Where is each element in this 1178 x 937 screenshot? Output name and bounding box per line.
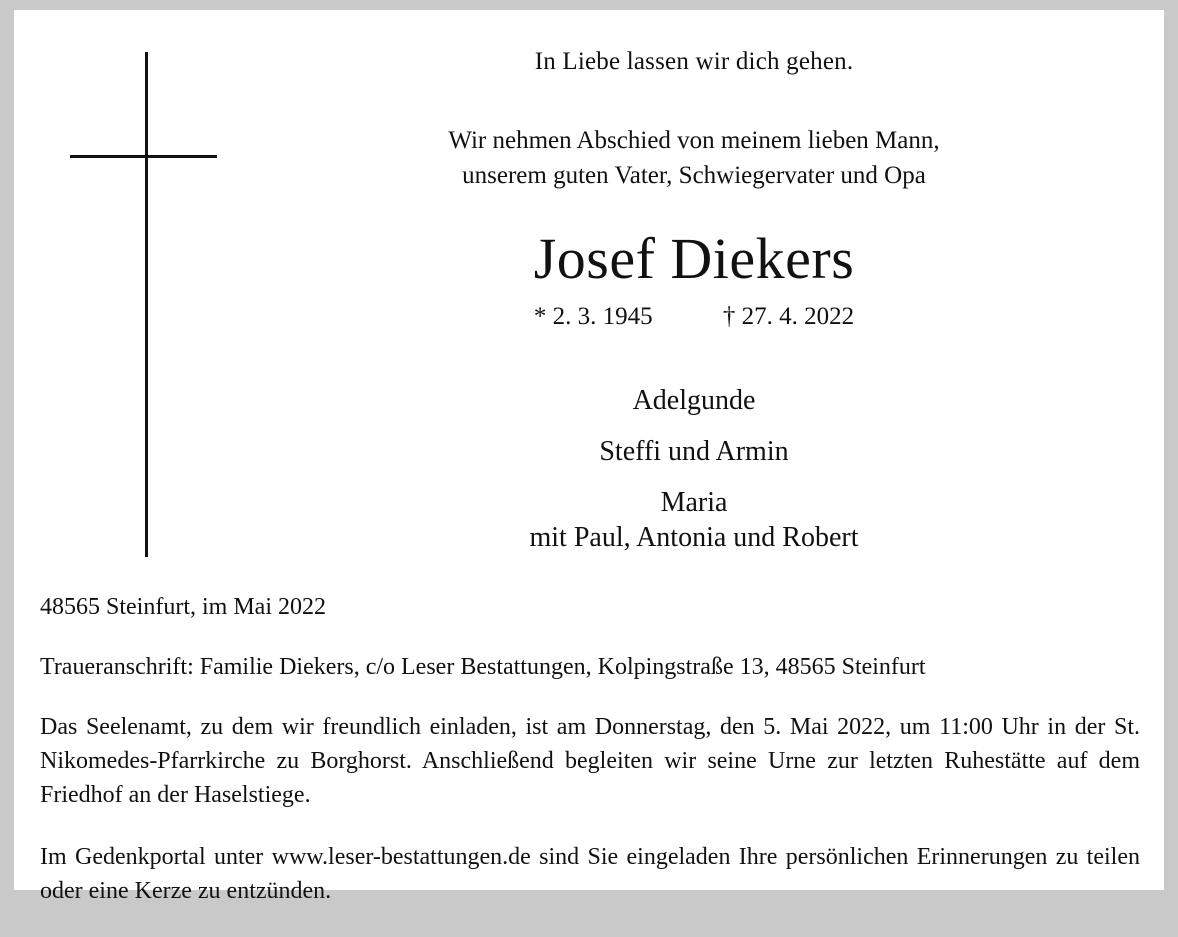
place-and-date: 48565 Steinfurt, im Mai 2022	[40, 594, 326, 620]
cross-horizontal-bar	[70, 155, 217, 158]
notice-header-block	[244, 10, 1144, 554]
deceased-name: Josef Diekers	[533, 226, 855, 291]
memorial-portal-info: Im Gedenkportal unter www.leser-bestattungen.de sind Sie eingeladen Ihre persönlichen Erinnerungen zu teilen oder eine Kerze zu entzünden.	[40, 844, 1140, 905]
cross-vertical-bar	[145, 52, 148, 557]
birth-date: * 2. 3. 1945	[533, 302, 653, 330]
survivors-list	[244, 385, 1144, 554]
christian-cross-icon	[42, 40, 232, 560]
farewell-text	[244, 124, 1144, 193]
service-info: Das Seelenamt, zu dem wir freundlich einladen, ist am Donnerstag, den 5. Mai 2022, um 11:00 Uhr in der St. Nikomedes-Pfarrkirche zu Borghorst. Anschließend begleiten wir seine Urne zur letzten Ruhestätte auf dem Friedhof an der Haselstiege.	[40, 714, 1140, 809]
survivor-name: Maria	[660, 486, 728, 518]
survivor-name: mit Paul, Antonia und Robert	[529, 521, 859, 553]
mourning-address: Traueranschrift: Familie Diekers, c/o Leser Bestattungen, Kolpingstraße 13, 48565 Steinfurt	[40, 654, 926, 681]
farewell-line-2: unserem guten Vater, Schwiegervater und Opa	[462, 161, 926, 189]
obituary-page	[14, 10, 1164, 905]
life-dates	[244, 303, 1144, 331]
survivor-name: Steffi und Armin	[599, 435, 789, 467]
survivor-name: Adelgunde	[632, 384, 756, 416]
intro-line: In Liebe lassen wir dich gehen.	[534, 48, 854, 75]
death-date: † 27. 4. 2022	[722, 302, 855, 330]
notice-details-block	[40, 590, 1140, 937]
farewell-line-1: Wir nehmen Abschied von meinem lieben Mann,	[448, 127, 940, 154]
